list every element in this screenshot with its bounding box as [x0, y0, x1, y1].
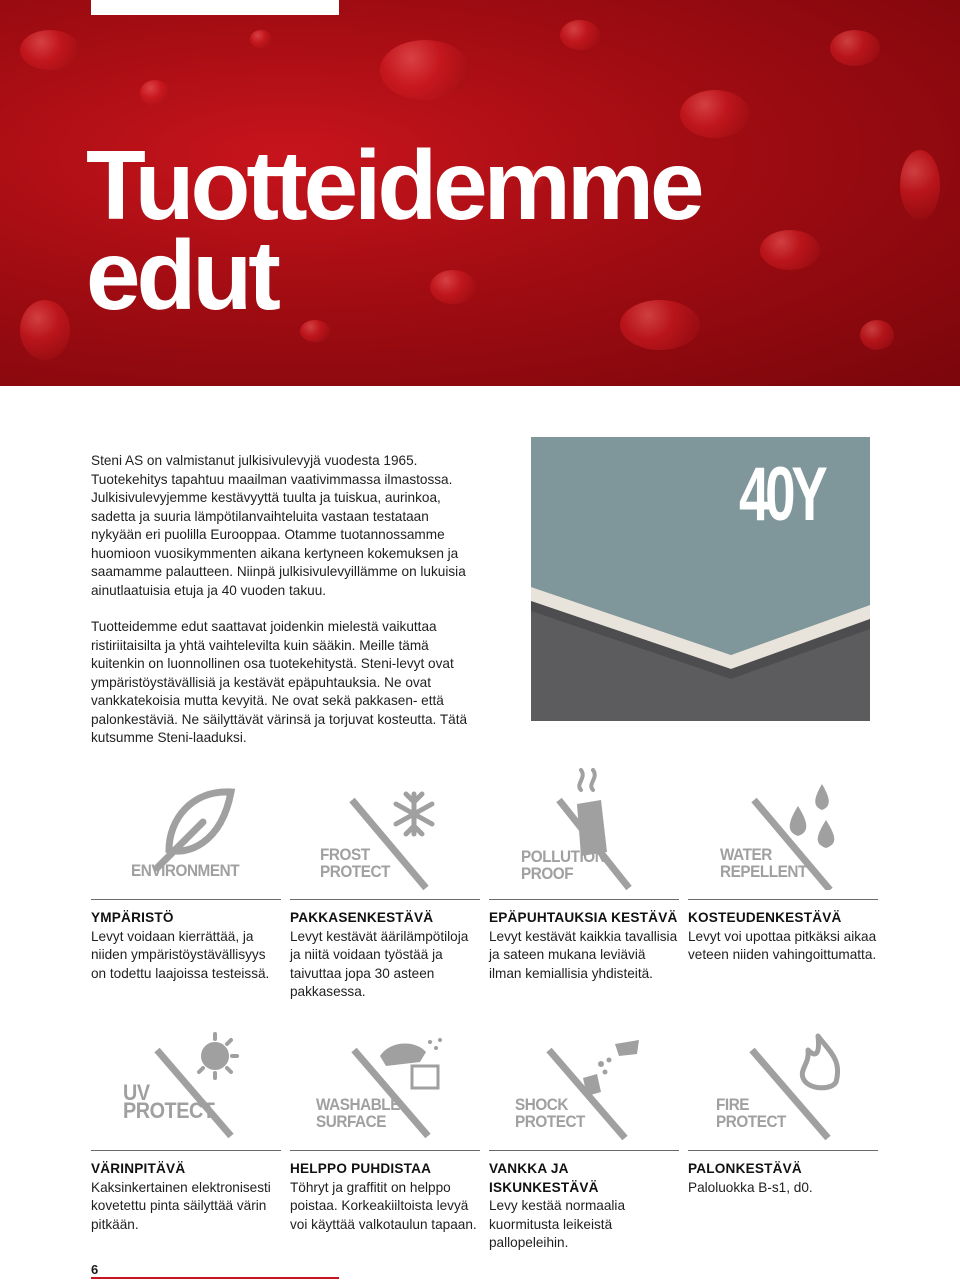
feature-title: VÄRINPITÄVÄ: [91, 1161, 186, 1176]
page-number: 6: [91, 1262, 99, 1277]
feature-title: PAKKASENKESTÄVÄ: [290, 910, 434, 925]
feature-shock: [489, 1150, 679, 1253]
page-title: Tuotteidemme edut: [86, 130, 701, 330]
feature-frost: [290, 899, 480, 1002]
uv-label: UV PROTECT: [123, 1080, 215, 1123]
feature-pollution: [489, 899, 679, 983]
feature-text: Levyt kestävät äärilämpötiloja ja niitä voidaan työstää ja taivuttaa jopa 30 asteen pakkasessa.: [290, 928, 469, 999]
hero-banner: [0, 0, 960, 386]
water-label: WATER REPELLENT: [720, 845, 807, 881]
feature-title: EPÄPUHTAUKSIA KESTÄVÄ: [489, 910, 678, 925]
snowflake-icon: [396, 794, 432, 834]
fire-label: FIRE PROTECT: [716, 1095, 786, 1131]
feature-text: Levy kestää normaalia kuormitusta leikeistä pallopeleihin.: [489, 1198, 626, 1250]
feature-title: KOSTEUDENKESTÄVÄ: [688, 910, 842, 925]
water-drops-icon: [790, 784, 835, 848]
leaf-icon: [157, 792, 231, 868]
fire-feature-icon: [688, 1030, 878, 1140]
pollution-feature-icon: [489, 760, 679, 883]
chimney-smoke-icon: [577, 770, 607, 856]
feature-fire: [688, 1150, 878, 1197]
water-feature-icon: [688, 780, 878, 890]
feature-text: Levyt kestävät kaikkia tavallisia ja sateen mukana leviäviä ilman kemiallisia yhdisteitä.: [489, 928, 678, 981]
washable-label: WASHABLE SURFACE: [316, 1095, 400, 1131]
frost-label: FROST PROTECT: [320, 845, 390, 881]
feature-text: Kaksinkertainen elektronisesti kovetettu pinta säilyttää värin pitkään.: [91, 1179, 271, 1232]
product-image: [531, 437, 870, 721]
environment-feature-icon: [91, 780, 281, 890]
hero-accent-tab: [91, 0, 339, 15]
flame-icon: [802, 1036, 837, 1088]
sun-icon: [199, 1034, 237, 1078]
feature-title: PALONKESTÄVÄ: [688, 1161, 802, 1176]
feature-washable: [290, 1150, 480, 1234]
warranty-badge: 40Y: [739, 452, 824, 537]
feature-text: Paloluokka B-s1, d0.: [688, 1179, 813, 1195]
environment-label: ENVIRONMENT: [131, 861, 240, 880]
washable-feature-icon: [290, 1030, 480, 1140]
shock-feature-icon: [489, 1030, 679, 1140]
feature-title: YMPÄRISTÖ: [91, 910, 174, 925]
feature-title: VANKKA JA ISKUNKESTÄVÄ: [489, 1161, 599, 1195]
feature-water: [688, 899, 878, 965]
feature-uv: [91, 1150, 281, 1234]
feature-environment: [91, 899, 281, 983]
intro-text: [91, 452, 481, 766]
feature-title: HELPPO PUHDISTAA: [290, 1161, 432, 1176]
feature-text: Töhryt ja graffitit on helppo poistaa. Korkeakiiltoista levyä voi käyttää valkotaulun tapaan.: [290, 1179, 477, 1232]
uv-feature-icon: [91, 1030, 281, 1140]
intro-paragraph-2: Tuotteidemme edut saattavat joidenkin mielestä vaikuttaa ristiriitaisilta ja yhtä vaihtelevilta kuin sääkin. Meille tämä kuitenkin on luonnollinen osa tuotekehitystä. Steni-levyt ovat ympäristöystävällisiä ja kestävät epäpuhtauksia. Ne ovat vankkatekoisia mutta kevyitä. Ne ovat sekä pakkasen- että palonkestäviä. Ne säilyttävät värinsä ja torjuvat kosteutta. Tätä kutsumme Steni-laaduksi.: [91, 619, 468, 745]
footer-accent-line: [91, 1277, 339, 1279]
pollution-label: POLLUTION PROOF: [521, 847, 606, 883]
spray-sponge-icon: [380, 1038, 442, 1088]
impact-icon: [583, 1040, 639, 1096]
feature-text: Levyt voi upottaa pitkäksi aikaa veteen niiden vahingoittumatta.: [688, 928, 877, 962]
shock-label: SHOCK PROTECT: [515, 1095, 585, 1131]
intro-paragraph-1: Steni AS on valmistanut julkisivulevyjä vuodesta 1965. Tuotekehitys tapahtuu maailman vaativimmassa ilmastossa. Julkisivulevyjemme kestävyyttä tuulta ja tuiskua, aurinkoa, sadetta ja suuria lämpötilanvaihteluita vastaan testataan nykyään eri puolilla Eurooppaa. Otamme tuotannossamme huomioon vuosikymmenten aikana kertyneen kokemuksen ja saamamme palautteen. Niinpä julkisivulevyillämme on lukuisia ainutlaatuisia etuja ja 40 vuoden takuu.: [91, 453, 466, 598]
feature-text: Levyt voidaan kierrättää, ja niiden ympäristöystävällisyys on todettu laajoissa testeissä.: [91, 928, 270, 981]
frost-feature-icon: [290, 780, 480, 890]
